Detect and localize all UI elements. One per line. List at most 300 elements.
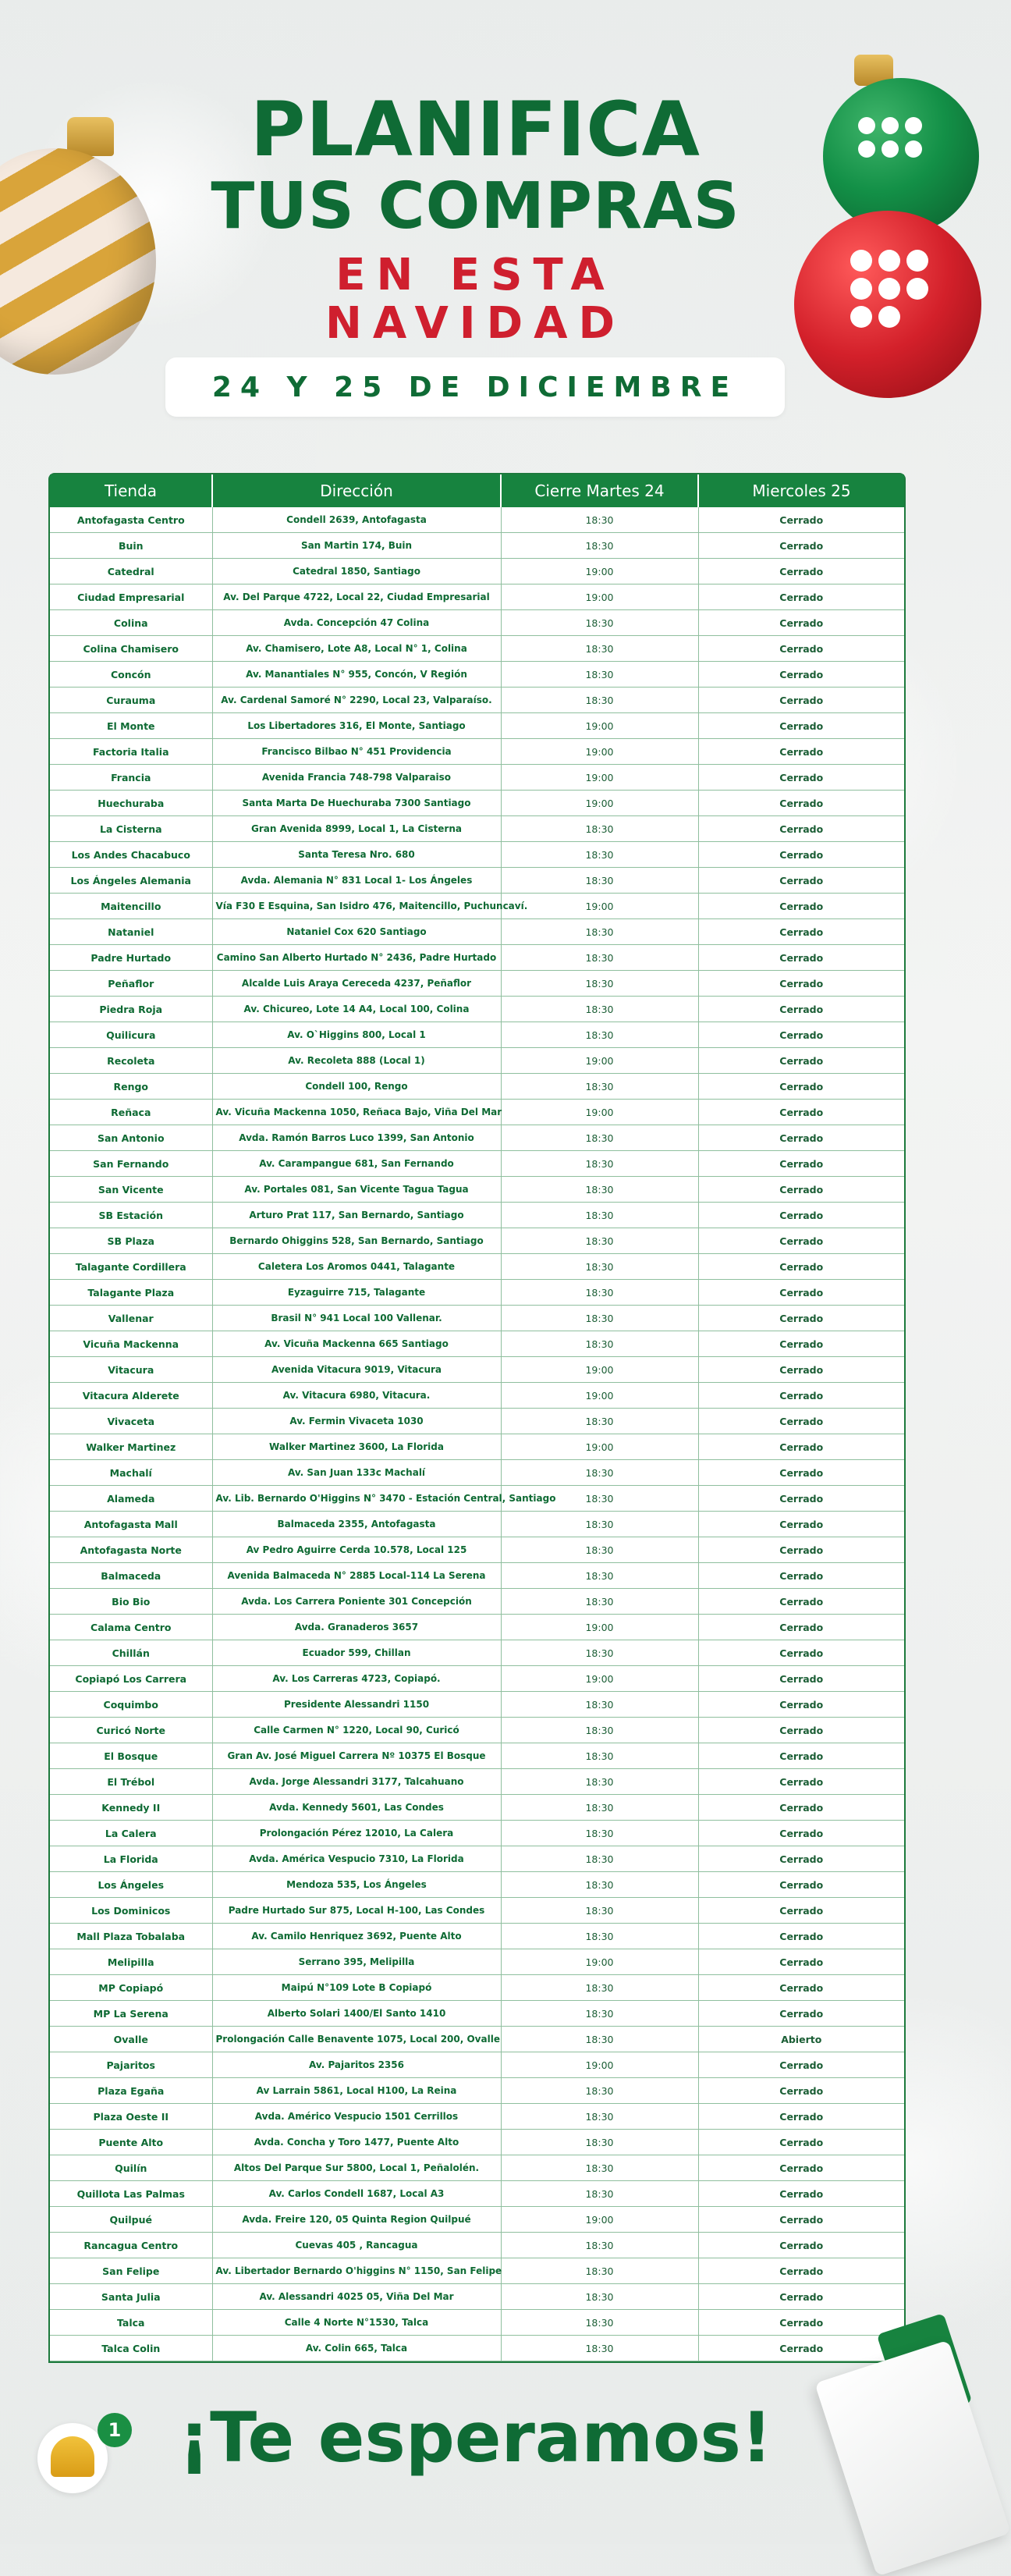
closing-time-cell: 18:30	[501, 2078, 698, 2104]
table-row	[50, 791, 904, 816]
table-row	[50, 945, 904, 971]
column-header-miercoles: Miercoles 25	[698, 474, 904, 507]
wednesday-status-cell: Cerrado	[698, 1589, 904, 1615]
address-cell: Prolongación Calle Benavente 1075, Local 200, Ovalle	[212, 2027, 501, 2052]
store-name-cell: Plaza Oeste II	[50, 2104, 212, 2130]
closing-time-cell: 18:30	[501, 1821, 698, 1846]
table-row	[50, 533, 904, 559]
table-row	[50, 2027, 904, 2052]
store-name-cell: Talca Colin	[50, 2336, 212, 2361]
wednesday-status-cell: Cerrado	[698, 1177, 904, 1203]
wednesday-status-cell: Cerrado	[698, 507, 904, 533]
closing-time-cell: 19:00	[501, 765, 698, 791]
store-name-cell: Catedral	[50, 559, 212, 584]
store-name-cell: Nataniel	[50, 919, 212, 945]
table-row	[50, 1898, 904, 1924]
footer-message: ¡Te esperamos!	[179, 2397, 772, 2478]
wednesday-status-cell: Cerrado	[698, 1151, 904, 1177]
address-cell: Av. Chicureo, Lote 14 A4, Local 100, Colina	[212, 997, 501, 1022]
closing-time-cell: 18:30	[501, 2310, 698, 2336]
table-row	[50, 662, 904, 688]
store-name-cell: Ovalle	[50, 2027, 212, 2052]
closing-time-cell: 18:30	[501, 1898, 698, 1924]
wednesday-status-cell: Cerrado	[698, 1640, 904, 1666]
closing-time-cell: 18:30	[501, 2284, 698, 2310]
store-name-cell: San Fernando	[50, 1151, 212, 1177]
closing-time-cell: 19:00	[501, 894, 698, 919]
closing-time-cell: 18:30	[501, 1306, 698, 1331]
headline-en-esta-navidad	[0, 251, 951, 348]
closing-time-cell: 18:30	[501, 1151, 698, 1177]
closing-time-cell: 18:30	[501, 2233, 698, 2258]
wednesday-status-cell: Cerrado	[698, 791, 904, 816]
closing-time-cell: 18:30	[501, 1743, 698, 1769]
headline-en-esta: EN ESTA	[335, 250, 615, 300]
store-name-cell: Huechuraba	[50, 791, 212, 816]
shopping-bag-icon	[814, 2340, 1011, 2576]
table-row	[50, 1177, 904, 1203]
store-name-cell: La Cisterna	[50, 816, 212, 842]
address-cell: Prolongación Pérez 12010, La Calera	[212, 1821, 501, 1846]
wednesday-status-cell: Cerrado	[698, 1949, 904, 1975]
address-cell: Av. Camilo Henriquez 3692, Puente Alto	[212, 1924, 501, 1949]
wednesday-status-cell: Cerrado	[698, 765, 904, 791]
store-name-cell: Recoleta	[50, 1048, 212, 1074]
address-cell: Av. Pajaritos 2356	[212, 2052, 501, 2078]
wednesday-status-cell: Cerrado	[698, 816, 904, 842]
table-row	[50, 1563, 904, 1589]
table-row	[50, 1357, 904, 1383]
table-row	[50, 842, 904, 868]
table-row	[50, 2233, 904, 2258]
address-cell: Brasil N° 941 Local 100 Vallenar.	[212, 1306, 501, 1331]
closing-time-cell: 19:00	[501, 1100, 698, 1125]
table-row	[50, 894, 904, 919]
table-row	[50, 1975, 904, 2001]
table-row	[50, 1769, 904, 1795]
table-row	[50, 1537, 904, 1563]
store-name-cell: Los Ángeles Alemania	[50, 868, 212, 894]
closing-time-cell: 18:30	[501, 1486, 698, 1512]
address-cell: Avenida Vitacura 9019, Vitacura	[212, 1357, 501, 1383]
address-cell: Calle Carmen N° 1220, Local 90, Curicó	[212, 1718, 501, 1743]
store-name-cell: Puente Alto	[50, 2130, 212, 2155]
store-name-cell: San Vicente	[50, 1177, 212, 1203]
store-name-cell: MP Copiapó	[50, 1975, 212, 2001]
address-cell: Av. San Juan 133c Machalí	[212, 1460, 501, 1486]
store-name-cell: Machalí	[50, 1460, 212, 1486]
closing-time-cell: 18:30	[501, 533, 698, 559]
store-name-cell: Santa Julia	[50, 2284, 212, 2310]
wednesday-status-cell: Cerrado	[698, 1512, 904, 1537]
wednesday-status-cell: Cerrado	[698, 971, 904, 997]
closing-time-cell: 18:30	[501, 2104, 698, 2130]
store-name-cell: Antofagasta Centro	[50, 507, 212, 533]
store-name-cell: Buin	[50, 533, 212, 559]
store-name-cell: MP La Serena	[50, 2001, 212, 2027]
wednesday-status-cell: Cerrado	[698, 1254, 904, 1280]
closing-time-cell: 19:00	[501, 713, 698, 739]
store-name-cell: Piedra Roja	[50, 997, 212, 1022]
closing-time-cell: 19:00	[501, 1434, 698, 1460]
table-row	[50, 1409, 904, 1434]
closing-time-cell: 18:30	[501, 2181, 698, 2207]
wednesday-status-cell: Cerrado	[698, 2233, 904, 2258]
address-cell: Avda. Los Carrera Poniente 301 Concepción	[212, 1589, 501, 1615]
column-header-cierre-martes: Cierre Martes 24	[501, 474, 698, 507]
closing-time-cell: 19:00	[501, 1048, 698, 1074]
store-name-cell: Bio Bio	[50, 1589, 212, 1615]
table-row	[50, 1821, 904, 1846]
closing-time-cell: 18:30	[501, 1769, 698, 1795]
wednesday-status-cell: Cerrado	[698, 559, 904, 584]
closing-time-cell: 18:30	[501, 636, 698, 662]
store-name-cell: Plaza Egaña	[50, 2078, 212, 2104]
table-row	[50, 1022, 904, 1048]
address-cell: Avda. América Vespucio 7310, La Florida	[212, 1846, 501, 1872]
wednesday-status-cell: Cerrado	[698, 1898, 904, 1924]
closing-time-cell: 18:30	[501, 1537, 698, 1563]
table-row	[50, 2130, 904, 2155]
closing-time-cell: 18:30	[501, 868, 698, 894]
closing-time-cell: 18:30	[501, 1512, 698, 1537]
store-name-cell: San Felipe	[50, 2258, 212, 2284]
wednesday-status-cell: Cerrado	[698, 1821, 904, 1846]
address-cell: Av. Libertador Bernardo O'higgins N° 1150, San Felipe	[212, 2258, 501, 2284]
address-cell: Av. Chamisero, Lote A8, Local N° 1, Colina	[212, 636, 501, 662]
store-name-cell: Vallenar	[50, 1306, 212, 1331]
store-name-cell: Los Ángeles	[50, 1872, 212, 1898]
closing-time-cell: 18:30	[501, 1125, 698, 1151]
table-body	[50, 507, 904, 2361]
address-cell: Av. Fermin Vivaceta 1030	[212, 1409, 501, 1434]
address-cell: Nataniel Cox 620 Santiago	[212, 919, 501, 945]
address-cell: Walker Martinez 3600, La Florida	[212, 1434, 501, 1460]
table-row	[50, 997, 904, 1022]
closing-time-cell: 18:30	[501, 1563, 698, 1589]
table-row	[50, 1872, 904, 1898]
table-row	[50, 2258, 904, 2284]
store-name-cell: Maitencillo	[50, 894, 212, 919]
table-row	[50, 1125, 904, 1151]
wednesday-status-cell: Cerrado	[698, 1357, 904, 1383]
closing-time-cell: 18:30	[501, 1331, 698, 1357]
table-row	[50, 1254, 904, 1280]
address-cell: Bernardo Ohiggins 528, San Bernardo, Santiago	[212, 1228, 501, 1254]
address-cell: Av. Vicuña Mackenna 1050, Reñaca Bajo, Viña Del Mar	[212, 1100, 501, 1125]
store-name-cell: Reñaca	[50, 1100, 212, 1125]
store-name-cell: Talca	[50, 2310, 212, 2336]
wednesday-status-cell: Cerrado	[698, 2104, 904, 2130]
closing-time-cell: 18:30	[501, 2336, 698, 2361]
wednesday-status-cell: Cerrado	[698, 636, 904, 662]
table-row	[50, 1640, 904, 1666]
store-name-cell: Colina Chamisero	[50, 636, 212, 662]
wednesday-status-cell: Cerrado	[698, 1615, 904, 1640]
address-cell: Balmaceda 2355, Antofagasta	[212, 1512, 501, 1537]
closing-time-cell: 18:30	[501, 507, 698, 533]
wednesday-status-cell: Cerrado	[698, 739, 904, 765]
wednesday-status-cell: Cerrado	[698, 2284, 904, 2310]
table-row	[50, 739, 904, 765]
address-cell: Vía F30 E Esquina, San Isidro 476, Maitencillo, Puchuncaví.	[212, 894, 501, 919]
address-cell: Maipú N°109 Lote B Copiapó	[212, 1975, 501, 2001]
table-row	[50, 1280, 904, 1306]
store-name-cell: Vicuña Mackenna	[50, 1331, 212, 1357]
address-cell: Avda. Concha y Toro 1477, Puente Alto	[212, 2130, 501, 2155]
store-name-cell: Curauma	[50, 688, 212, 713]
table-row	[50, 2336, 904, 2361]
closing-time-cell: 18:30	[501, 1022, 698, 1048]
address-cell: Av. Vicuña Mackenna 665 Santiago	[212, 1331, 501, 1357]
closing-time-cell: 18:30	[501, 1203, 698, 1228]
store-name-cell: Talagante Plaza	[50, 1280, 212, 1306]
closing-time-cell: 18:30	[501, 997, 698, 1022]
table-row	[50, 1846, 904, 1872]
address-cell: Gran Avenida 8999, Local 1, La Cisterna	[212, 816, 501, 842]
address-cell: Caletera Los Aromos 0441, Talagante	[212, 1254, 501, 1280]
wednesday-status-cell: Cerrado	[698, 842, 904, 868]
wednesday-status-cell: Cerrado	[698, 1872, 904, 1898]
store-name-cell: Padre Hurtado	[50, 945, 212, 971]
address-cell: Av. Recoleta 888 (Local 1)	[212, 1048, 501, 1074]
store-name-cell: Rengo	[50, 1074, 212, 1100]
table-row	[50, 559, 904, 584]
address-cell: Condell 2639, Antofagasta	[212, 507, 501, 533]
table-row	[50, 2104, 904, 2130]
closing-time-cell: 18:30	[501, 816, 698, 842]
store-name-cell: Quilín	[50, 2155, 212, 2181]
table-row	[50, 816, 904, 842]
address-cell: Altos Del Parque Sur 5800, Local 1, Peñalolén.	[212, 2155, 501, 2181]
closing-time-cell: 18:30	[501, 1409, 698, 1434]
wednesday-status-cell: Cerrado	[698, 1074, 904, 1100]
closing-time-cell: 18:30	[501, 919, 698, 945]
wednesday-status-cell: Cerrado	[698, 1692, 904, 1718]
closing-time-cell: 18:30	[501, 1254, 698, 1280]
table-row	[50, 713, 904, 739]
closing-time-cell: 18:30	[501, 1280, 698, 1306]
address-cell: Calle 4 Norte N°1530, Talca	[212, 2310, 501, 2336]
table-row	[50, 1924, 904, 1949]
wednesday-status-cell: Cerrado	[698, 1100, 904, 1125]
closing-time-cell: 19:00	[501, 1383, 698, 1409]
table-row	[50, 2310, 904, 2336]
store-name-cell: Quilicura	[50, 1022, 212, 1048]
table-row	[50, 2155, 904, 2181]
closing-time-cell: 19:00	[501, 559, 698, 584]
closing-time-cell: 19:00	[501, 1615, 698, 1640]
address-cell: Av Pedro Aguirre Cerda 10.578, Local 125	[212, 1537, 501, 1563]
closing-time-cell: 18:30	[501, 2001, 698, 2027]
wednesday-status-cell: Cerrado	[698, 1409, 904, 1434]
address-cell: Los Libertadores 316, El Monte, Santiago	[212, 713, 501, 739]
closing-time-cell: 18:30	[501, 2258, 698, 2284]
address-cell: Arturo Prat 117, San Bernardo, Santiago	[212, 1203, 501, 1228]
address-cell: Avda. Concepción 47 Colina	[212, 610, 501, 636]
wednesday-status-cell: Cerrado	[698, 2310, 904, 2336]
address-cell: Gran Av. José Miguel Carrera Nº 10375 El Bosque	[212, 1743, 501, 1769]
address-cell: Serrano 395, Melipilla	[212, 1949, 501, 1975]
wednesday-status-cell: Cerrado	[698, 1743, 904, 1769]
store-name-cell: Chillán	[50, 1640, 212, 1666]
table-row	[50, 1666, 904, 1692]
table-row	[50, 1074, 904, 1100]
address-cell: Santa Marta De Huechuraba 7300 Santiago	[212, 791, 501, 816]
wednesday-status-cell: Cerrado	[698, 1306, 904, 1331]
wednesday-status-cell: Cerrado	[698, 2001, 904, 2027]
closing-time-cell: 18:30	[501, 1074, 698, 1100]
closing-time-cell: 19:00	[501, 791, 698, 816]
address-cell: Alcalde Luis Araya Cereceda 4237, Peñaflor	[212, 971, 501, 997]
closing-time-cell: 19:00	[501, 2207, 698, 2233]
headline-navidad: NAVIDAD	[325, 298, 626, 349]
table-row	[50, 1228, 904, 1254]
table-row	[50, 1615, 904, 1640]
store-name-cell: Colina	[50, 610, 212, 636]
wednesday-status-cell: Cerrado	[698, 1846, 904, 1872]
date-banner	[165, 357, 785, 417]
wednesday-status-cell: Cerrado	[698, 2155, 904, 2181]
store-name-cell: Pajaritos	[50, 2052, 212, 2078]
address-cell: Av. Los Carreras 4723, Copiapó.	[212, 1666, 501, 1692]
date-text: 24 Y 25 DE DICIEMBRE	[211, 371, 739, 403]
wednesday-status-cell: Cerrado	[698, 2181, 904, 2207]
store-name-cell: La Florida	[50, 1846, 212, 1872]
wednesday-status-cell: Cerrado	[698, 1125, 904, 1151]
wednesday-status-cell: Cerrado	[698, 919, 904, 945]
address-cell: San Martin 174, Buin	[212, 533, 501, 559]
store-name-cell: Quillota Las Palmas	[50, 2181, 212, 2207]
wednesday-status-cell: Abierto	[698, 2027, 904, 2052]
address-cell: Camino San Alberto Hurtado N° 2436, Padre Hurtado	[212, 945, 501, 971]
closing-time-cell: 18:30	[501, 1718, 698, 1743]
table-row	[50, 2078, 904, 2104]
closing-time-cell: 18:30	[501, 971, 698, 997]
wednesday-status-cell: Cerrado	[698, 1795, 904, 1821]
store-name-cell: Talagante Cordillera	[50, 1254, 212, 1280]
table-row	[50, 1100, 904, 1125]
closing-time-cell: 18:30	[501, 1795, 698, 1821]
table-row	[50, 1743, 904, 1769]
address-cell: Av Larrain 5861, Local H100, La Reina	[212, 2078, 501, 2104]
table-row	[50, 2001, 904, 2027]
closing-time-cell: 18:30	[501, 2155, 698, 2181]
column-header-tienda: Tienda	[50, 474, 212, 507]
address-cell: Av. Alessandri 4025 05, Viña Del Mar	[212, 2284, 501, 2310]
address-cell: Av. Del Parque 4722, Local 22, Ciudad Empresarial	[212, 584, 501, 610]
table-row	[50, 1331, 904, 1357]
closing-time-cell: 18:30	[501, 610, 698, 636]
wednesday-status-cell: Cerrado	[698, 662, 904, 688]
address-cell: Avda. Granaderos 3657	[212, 1615, 501, 1640]
table-row	[50, 610, 904, 636]
wednesday-status-cell: Cerrado	[698, 868, 904, 894]
table-row	[50, 1512, 904, 1537]
store-name-cell: Los Dominicos	[50, 1898, 212, 1924]
closing-time-cell: 19:00	[501, 1949, 698, 1975]
table-row	[50, 868, 904, 894]
wednesday-status-cell: Cerrado	[698, 1718, 904, 1743]
address-cell: Av. O`Higgins 800, Local 1	[212, 1022, 501, 1048]
table-row	[50, 584, 904, 610]
wednesday-status-cell: Cerrado	[698, 1203, 904, 1228]
table-row	[50, 2207, 904, 2233]
wednesday-status-cell: Cerrado	[698, 2336, 904, 2361]
table-row	[50, 1795, 904, 1821]
store-name-cell: Alameda	[50, 1486, 212, 1512]
closing-time-cell: 19:00	[501, 2052, 698, 2078]
table-row	[50, 636, 904, 662]
bell-icon	[51, 2436, 94, 2477]
store-name-cell: Ciudad Empresarial	[50, 584, 212, 610]
wednesday-status-cell: Cerrado	[698, 2130, 904, 2155]
table-row	[50, 2181, 904, 2207]
wednesday-status-cell: Cerrado	[698, 1563, 904, 1589]
closing-time-cell: 18:30	[501, 688, 698, 713]
store-name-cell: Antofagasta Mall	[50, 1512, 212, 1537]
table-row	[50, 1203, 904, 1228]
address-cell: Av. Carampangue 681, San Fernando	[212, 1151, 501, 1177]
table-row	[50, 1692, 904, 1718]
closing-time-cell: 18:30	[501, 1640, 698, 1666]
notification-badge: 1	[98, 2413, 132, 2447]
wednesday-status-cell: Cerrado	[698, 945, 904, 971]
store-name-cell: Concón	[50, 662, 212, 688]
address-cell: Av. Cardenal Samoré N° 2290, Local 23, Valparaíso.	[212, 688, 501, 713]
store-name-cell: Francia	[50, 765, 212, 791]
address-cell: Eyzaguirre 715, Talagante	[212, 1280, 501, 1306]
closing-time-cell: 18:30	[501, 662, 698, 688]
headline-tus-compras: TUS COMPRAS	[211, 169, 740, 243]
wednesday-status-cell: Cerrado	[698, 1048, 904, 1074]
wednesday-status-cell: Cerrado	[698, 2207, 904, 2233]
closing-time-cell: 18:30	[501, 1975, 698, 2001]
address-cell: Avda. Alemania N° 831 Local 1- Los Ángeles	[212, 868, 501, 894]
wednesday-status-cell: Cerrado	[698, 1434, 904, 1460]
store-name-cell: SB Estación	[50, 1203, 212, 1228]
wednesday-status-cell: Cerrado	[698, 584, 904, 610]
address-cell: Av. Lib. Bernardo O'Higgins N° 3470 - Estación Central, Santiago	[212, 1486, 501, 1512]
wednesday-status-cell: Cerrado	[698, 2258, 904, 2284]
closing-time-cell: 18:30	[501, 945, 698, 971]
store-name-cell: Factoria Italia	[50, 739, 212, 765]
store-name-cell: Calama Centro	[50, 1615, 212, 1640]
address-cell: Avda. Ramón Barros Luco 1399, San Antonio	[212, 1125, 501, 1151]
store-name-cell: Curicó Norte	[50, 1718, 212, 1743]
store-name-cell: Vitacura Alderete	[50, 1383, 212, 1409]
address-cell: Catedral 1850, Santiago	[212, 559, 501, 584]
wednesday-status-cell: Cerrado	[698, 688, 904, 713]
address-cell: Padre Hurtado Sur 875, Local H-100, Las Condes	[212, 1898, 501, 1924]
address-cell: Avda. Kennedy 5601, Las Condes	[212, 1795, 501, 1821]
table-row	[50, 688, 904, 713]
closing-time-cell: 18:30	[501, 1460, 698, 1486]
table-row	[50, 1460, 904, 1486]
store-name-cell: Los Andes Chacabuco	[50, 842, 212, 868]
wednesday-status-cell: Cerrado	[698, 1975, 904, 2001]
address-cell: Presidente Alessandri 1150	[212, 1692, 501, 1718]
wednesday-status-cell: Cerrado	[698, 2052, 904, 2078]
closing-time-cell: 18:30	[501, 1924, 698, 1949]
table-row	[50, 1383, 904, 1409]
store-name-cell: Balmaceda	[50, 1563, 212, 1589]
wednesday-status-cell: Cerrado	[698, 533, 904, 559]
store-name-cell: Rancagua Centro	[50, 2233, 212, 2258]
closing-time-cell: 19:00	[501, 584, 698, 610]
table-row	[50, 971, 904, 997]
wednesday-status-cell: Cerrado	[698, 1666, 904, 1692]
